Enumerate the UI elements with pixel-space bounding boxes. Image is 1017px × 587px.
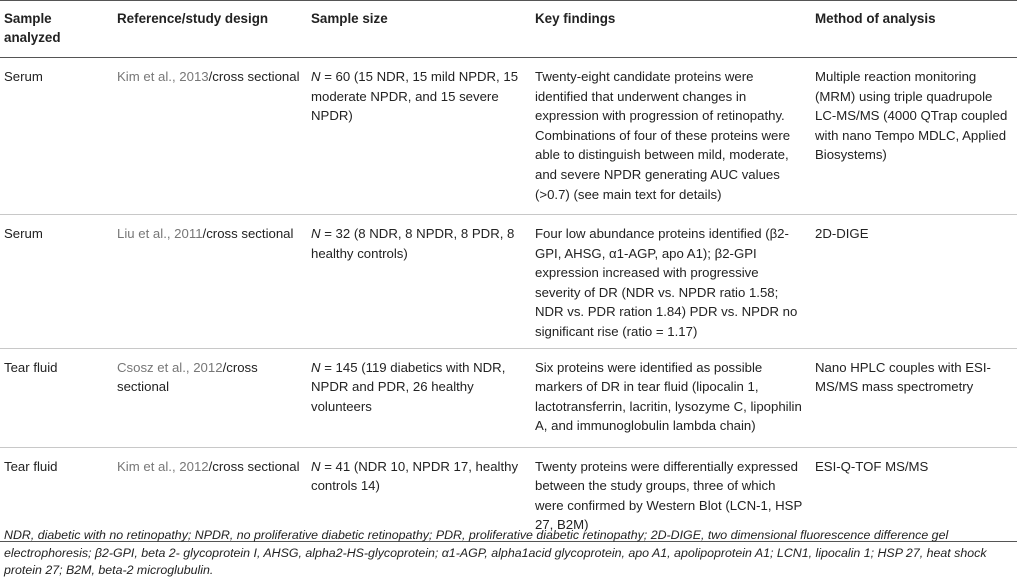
study-design: /cross sectional bbox=[208, 69, 300, 84]
header-method: Method of analysis bbox=[815, 11, 936, 26]
cell-reference bbox=[113, 348, 307, 447]
cell-size bbox=[307, 215, 531, 349]
cell-reference bbox=[113, 58, 307, 215]
study-design: /cross sectional bbox=[117, 359, 258, 395]
n-variable: N bbox=[311, 359, 321, 375]
n-variable: N bbox=[311, 69, 321, 84]
cell-method: ESI-Q-TOF MS/MS bbox=[815, 458, 929, 474]
table-row bbox=[0, 215, 1017, 349]
header-row bbox=[0, 1, 1017, 58]
cell-method: Multiple reaction monitoring (MRM) using triple quadrupole LC-MS/MS (4000 QTrap coupled with nano Tempo MDLC, Applied Biosystems) bbox=[815, 69, 1008, 163]
cell-sample: Serum bbox=[4, 69, 43, 84]
header-findings: Key findings bbox=[535, 11, 616, 26]
size-text: = 60 (15 NDR, 15 mild NPDR, 15 moderate NPDR, and 15 severe NPDR) bbox=[311, 69, 519, 124]
size-text: = 32 (8 NDR, 8 NPDR, 8 PDR, 8 healthy controls) bbox=[311, 226, 515, 261]
study-design: /cross sectional bbox=[208, 458, 300, 474]
cell-method: 2D-DIGE bbox=[815, 226, 869, 241]
cell-reference bbox=[113, 215, 307, 349]
table-row bbox=[0, 58, 1017, 215]
table-row bbox=[0, 348, 1017, 447]
cell-sample: Tear fluid bbox=[4, 359, 58, 375]
cell-sample: Tear fluid bbox=[4, 458, 58, 474]
cell-size bbox=[307, 348, 531, 447]
cell-findings: Four low abundance proteins identified (β2-GPI, AHSG, α1-AGP, apo A1); β2-GPI expression increased with progressive severity of DR (NDR vs. NPDR ratio 1.58; NDR vs. PDR ration 1.84) PDR vs. NPDR no significant rise (ratio = 1.17) bbox=[535, 226, 798, 339]
reference-link[interactable]: Kim et al., 2013 bbox=[117, 69, 209, 84]
header-size: Sample size bbox=[311, 11, 388, 26]
cell-method: Nano HPLC couples with ESI-MS/MS mass spectrometry bbox=[815, 359, 991, 395]
size-text: = 145 (119 diabetics with NDR, NPDR and PDR, 26 healthy volunteers bbox=[311, 359, 506, 414]
cell-findings: Twenty-eight candidate proteins were identified that underwent changes in expression with progression of retinopathy. Combinations of four of these proteins were able to distinguish between mild, moderate, and severe NPDR generating AUC values (>0.7) (see main text for details) bbox=[535, 69, 791, 202]
size-text: = 41 (NDR 10, NPDR 17, healthy controls 14) bbox=[311, 458, 519, 494]
n-variable: N bbox=[311, 226, 321, 241]
reference-link[interactable]: Liu et al., 2011 bbox=[117, 226, 203, 241]
reference-link[interactable]: Kim et al., 2012 bbox=[117, 458, 209, 474]
cell-size bbox=[307, 58, 531, 215]
cell-sample: Serum bbox=[4, 226, 43, 241]
reference-link[interactable]: Csosz et al., 2012 bbox=[117, 359, 223, 375]
cell-findings: Twenty proteins were differentially expressed between the study groups, three of which were confirmed by Western Blot (LCN-1, HSP 27, B2M) bbox=[535, 458, 803, 533]
header-sample: Sample analyzed bbox=[4, 11, 61, 45]
cell-findings: Six proteins were identified as possible markers of DR in tear fluid (lipocalin 1, lactotransferrin, lacritin, lysozyme C, lipophilin A, and immunoglobulin lambda chain) bbox=[535, 359, 802, 434]
n-variable: N bbox=[311, 458, 321, 474]
header-reference: Reference/study design bbox=[117, 11, 269, 26]
study-design: /cross sectional bbox=[202, 226, 294, 241]
table-footnote: NDR, diabetic with no retinopathy; NPDR, no proliferative diabetic retinopathy; PDR, proliferative diabetic retinopathy; 2D-DIGE, two dimensional fluorescence difference gel electrophoresis; β2-GPI, beta 2- glycoprotein I, AHSG, alpha2-HS-glycoprotein; α1-AGP, alpha1acid glycoprotein, apo A1, apolipoprotein A1; LCN1, lipocalin 1; HSP 27, heat shock protein 27; B2M, beta-2 microglubulin. bbox=[4, 528, 987, 577]
